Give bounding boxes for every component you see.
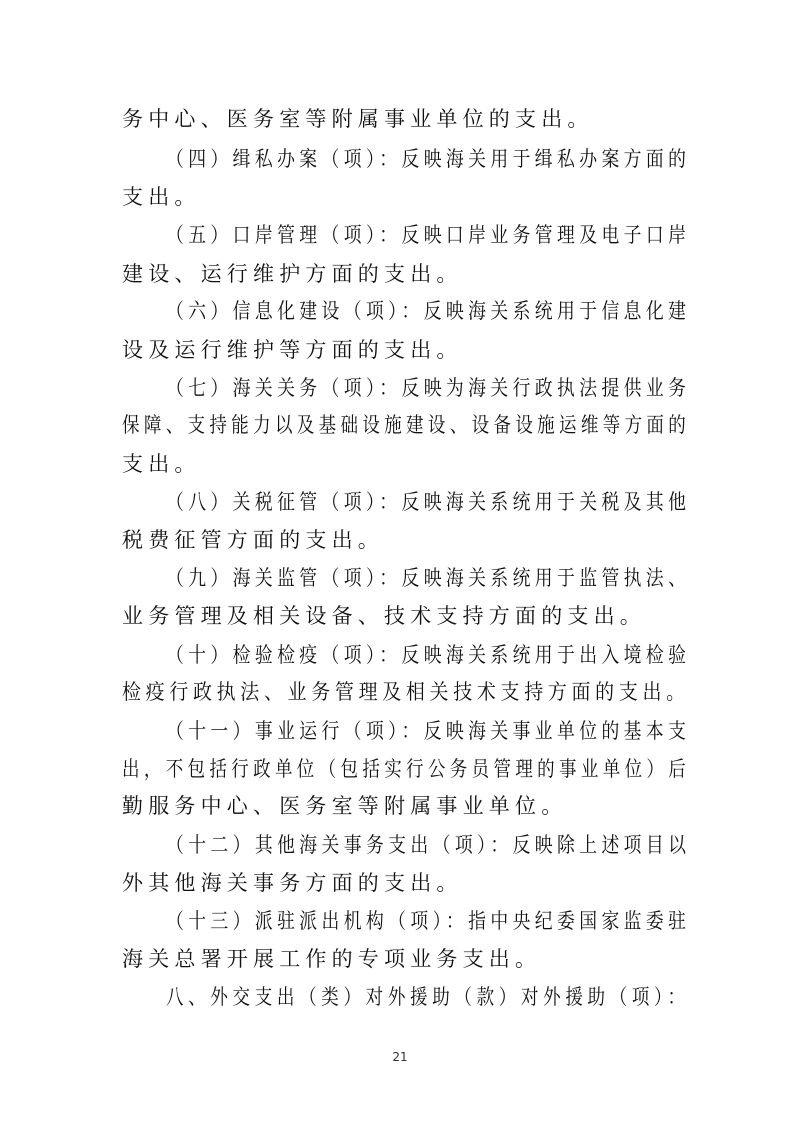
text-line: （六）信息化建设（项）：反映海关系统用于信息化建 xyxy=(166,299,691,323)
section-heading: 八、外交支出（类）对外援助（款）对外援助（项）： xyxy=(166,985,690,1009)
text-line: （十一）事业运行（项）：反映海关事业单位的基本支 xyxy=(166,719,691,743)
text-line: 保障、支持能力以及基础设施建设、设备设施运维等方面的 xyxy=(122,413,691,437)
text-line: 务中心、医务室等附属事业单位的支出。 xyxy=(122,107,594,131)
text-line: （十二）其他海关事务支出（项）：反映除上述项目以 xyxy=(166,833,691,857)
text-line: 建设、运行维护方面的支出。 xyxy=(122,262,463,286)
text-line: 海关总署开展工作的专项业务支出。 xyxy=(122,947,542,971)
text-line: 检疫行政执法、业务管理及相关技术支持方面的支出。 xyxy=(122,680,690,704)
text-line: （七）海关关务（项）：反映为海关行政执法提供业务 xyxy=(166,376,691,400)
text-line: （五）口岸管理（项）：反映口岸业务管理及电子口岸 xyxy=(166,223,691,247)
text-line: 外其他海关事务方面的支出。 xyxy=(122,871,463,895)
text-line: （九）海关监管（项）：反映海关系统用于监管执法、 xyxy=(166,566,691,590)
text-line: 支出。 xyxy=(122,185,201,209)
text-line: （十三）派驻派出机构（项）：指中央纪委国家监委驻 xyxy=(166,909,691,933)
text-line: （四）缉私办案（项）：反映海关用于缉私办案方面的 xyxy=(166,147,691,171)
page-number: 21 xyxy=(392,1050,408,1064)
text-line: 税费征管方面的支出。 xyxy=(122,528,384,552)
text-line: 出，不包括行政单位（包括实行公务员管理的事业单位）后 xyxy=(122,757,691,781)
text-line: 勤服务中心、医务室等附属事业单位。 xyxy=(122,794,568,818)
text-line: 支出。 xyxy=(122,452,201,476)
text-line: （八）关税征管（项）：反映海关系统用于关税及其他 xyxy=(166,490,691,514)
text-line: 业务管理及相关设备、技术支持方面的支出。 xyxy=(122,604,646,628)
text-line: （十）检验检疫（项）：反映海关系统用于出入境检验 xyxy=(166,643,691,667)
text-line: 设及运行维护等方面的支出。 xyxy=(122,338,463,362)
